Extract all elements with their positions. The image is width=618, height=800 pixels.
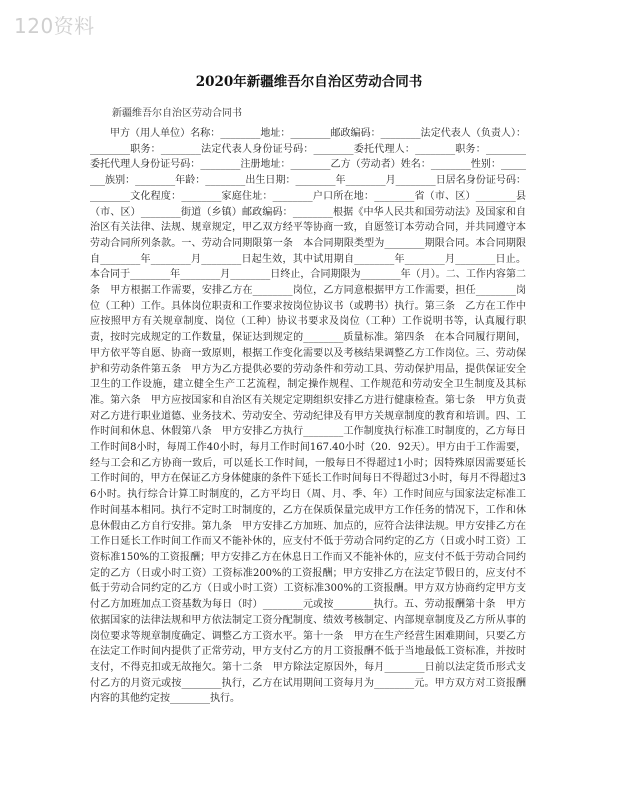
document-title: 2020年新疆维吾尔自治区劳动合同书	[195, 74, 423, 90]
document-body: 甲方（用人单位）名称：________地址：________邮政编码：________法定代表人（负责人）：________职务：________法定代表人身份证号码：________委托代理人：________职务：________委托代理人身份证号码：________注册地址：________乙方（劳动者）姓名：________性别：________族别：________年龄：________出生日期：________年________月________日居名身份证号码：________文化程度：________家庭住址：________户口所在地：________省（市、区）________县（市、区）________街道（乡镇）邮政编码：________根据《中华人民共和国劳动法》及国家和自治区有关法律、法规、规章规定，甲乙双方经平等协商一致，自愿签订本劳动合同，并共同遵守本劳动合同所列条款。一、劳动合同期限第一条 本合同期限类型为________期限合同。本合同期限自________年________月________日起生效，其中试用期自________年________月________日止。本合同于________年________月________日终止，合同期限为________年（月）。二、工作内容第二条 甲方根据工作需要，安排乙方在________岗位，乙方同意根据甲方工作需要，担任________岗位（工种）工作。具体岗位职责和工作要求按岗位协议书（或聘书）执行。第三条 乙方在工作中应按照甲方有关规章制度、岗位（工种）协议书要求及岗位（工种）工作说明书等，认真履行职责，按时完成规定的工作数量，保证达到规定的________质量标准。第四条 在本合同履行期间，甲方依平等自愿、协商一致原则，根据工作变化需要以及考核结果调整乙方工作岗位。三、劳动保护和劳动条件第五条 甲方为乙方提供必要的劳动条件和劳动工具、劳动保护用品，提供保证安全卫生的工作设施，建立健全生产工艺流程，制定操作规程、工作规范和劳动安全卫生制度及其标准。第六条 甲方应按国家和自治区有关规定定期组织安排乙方进行健康检查。第七条 甲方负责对乙方进行职业道德、业务技术、劳动安全、劳动纪律及有甲方关规章制度的教育和培训。四、工作时间和休息、休假第八条 甲方安排乙方执行________工作制度执行标准工时制度的，乙方每日工作时间8小时，每周工作40小时，每月工作时间167.40小时（20．92天）。甲方由于工作需要，经与工会和乙方协商一致后，可以延长工作时间，一般每日不得超过1小时；因特殊原因需要延长工作时间的，甲方在保证乙方身体健康的条件下延长工作时间每日不得超过3小时，每月不得超过36小时。执行综合计算工时制度的，乙方平均日（周、月、季、年）工作时间应与国家法定标准工作时间基本相同。执行不定时工时制度的，乙方在保质保量完成甲方工作任务的情况下，工作和休息休假由乙方自行安排。第九条 甲方安排乙方加班、加点的，应符合法律法规。甲方安排乙方在工作日延长工作时间工作而又不能补休的，应支付不低于劳动合同约定的乙方（日或小时工资）工资标准150%的工资报酬；甲方安排乙方在休息日工作而又不能补休的，应支付不低于劳动合同约定的乙方（日或小时工资）工资标准200%的工资报酬；甲方安排乙方在法定节假日的，应支付不低于劳动合同约定的乙方（日或小时工资）工资标准300%的工资报酬。甲方双方协商约定甲方支付乙方加班加点工资基数为每日（时）________元或按________执行。五、劳动报酬第十条 甲方依据国家的法律法规和甲方依法制定工资分配制度、绩效考核制定、内部规章制度及乙方所从事的岗位要求等规章制度确定、调整乙方工资水平。第十一条 甲方在生产经营生困难期间，只要乙方在法定工作时间内提供了正常劳动，甲方支付乙方的月工资报酬不低于当地最低工资标准，并按时支付，不得克扣或无故拖欠。第十二条 甲方除法定原因外，每月________日前以法定货币形式支付乙方的月资元或按________执行，乙方在试用期间工资每月为________元。甲方双方对工资报酬内容的其他约定按________执行。	[90, 128, 526, 705]
watermark: 120资料	[14, 14, 95, 38]
document-subtitle: 新疆维吾尔自治区劳动合同书	[112, 108, 242, 119]
